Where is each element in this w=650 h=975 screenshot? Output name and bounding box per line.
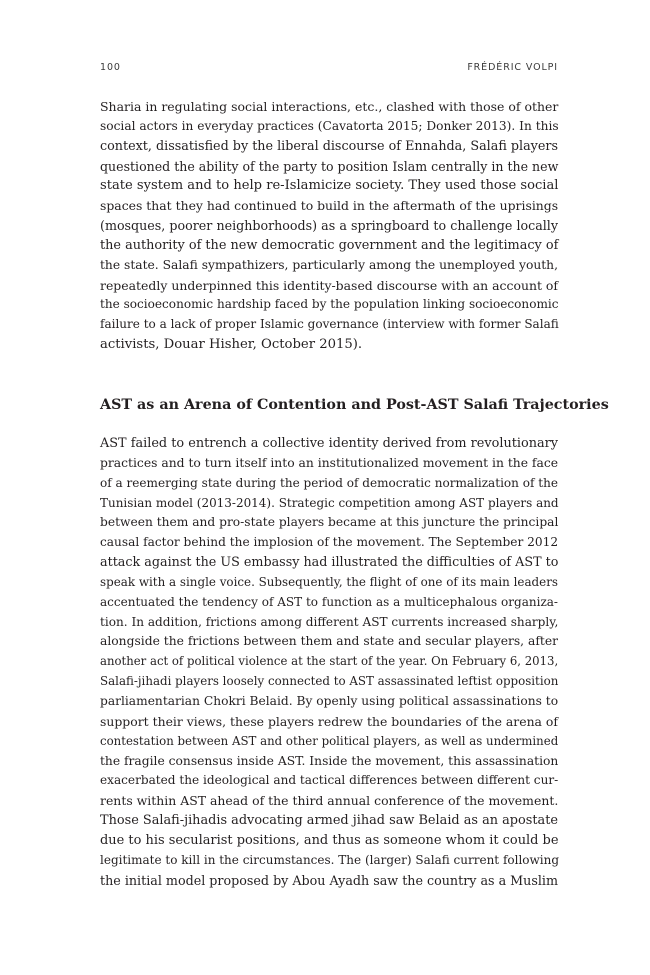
text-line: the fragile consensus inside AST. Inside the movement, this assassination	[100, 753, 559, 768]
text-line: the socioeconomic hardship faced by the population linking socioeconomic	[100, 297, 559, 312]
text-line: the initial model proposed by Abou Ayadh saw the country as a Muslim	[100, 872, 558, 888]
text-line: causal factor behind the implosion of the movement. The September 2012	[100, 535, 559, 550]
text-line: Those Salafi-jihadis advocating armed jihad saw Belaid as an apostate	[100, 813, 558, 829]
running-head	[100, 62, 558, 76]
text-line: social actors in everyday practices (Cavatorta 2015; Donker 2013). In this	[100, 118, 559, 133]
text-line: AST failed to entrench a collective identity derived from revolutionary	[100, 436, 558, 451]
text-line: (mosques, poorer neighborhoods) as a springboard to challenge locally	[100, 218, 558, 234]
paragraph-2-lines	[100, 434, 558, 890]
text-line: alongside the frictions between them and state and secular players, after	[100, 634, 558, 649]
page-number: 100	[100, 62, 121, 73]
text-line: spaces that they had continued to build in the aftermath of the uprisings	[100, 198, 559, 214]
text-line: tion. In addition, frictions among different AST currents increased sharply,	[100, 614, 559, 629]
section-heading: AST as an Arena of Contention and Post-AST Salafi Trajectories	[100, 397, 609, 413]
text-line: practices and to turn itself into an institutionalized movement in the face	[100, 455, 559, 470]
text-line: due to his secularist positions, and thus as someone whom it could be	[100, 832, 559, 848]
text-line: the state. Salafi sympathizers, particularly among the unemployed youth,	[100, 257, 558, 272]
text-line: Salafi-jihadi players loosely connected to AST assassinated leftist opposition	[100, 674, 559, 689]
text-line: of a reemerging state during the period of democratic normalization of the	[100, 475, 558, 490]
text-line: questioned the ability of the party to position Islam centrally in the new	[100, 158, 559, 174]
text-line: Tunisian model (2013-2014). Strategic competition among AST players and	[100, 495, 559, 510]
text-line: attack against the US embassy had illustrated the difficulties of AST to	[100, 555, 559, 571]
text-line: between them and pro-state players became at this juncture the principal	[100, 515, 559, 530]
text-line: speak with a single voice. Subsequently, the flight of one of its main leaders	[100, 574, 558, 589]
text-line: parliamentarian Chokri Belaid. By openly using political assassinations to	[100, 693, 559, 708]
text-line: exacerbated the ideological and tactical differences between different cur-	[100, 773, 559, 788]
text-line: activists, Douar Hisher, October 2015).	[100, 337, 363, 353]
text-line: accentuated the tendency of AST to function as a multicephalous organiza-	[100, 594, 558, 609]
text-line: failure to a lack of proper Islamic governance (interview with former Salafi	[100, 317, 559, 332]
text-line: state system and to help re-Islamicize society. They used those social	[100, 178, 559, 194]
text-line: support their views, these players redrew the boundaries of the arena of	[100, 713, 558, 729]
text-line: context, dissatisfied by the liberal discourse of Ennahda, Salafi players	[100, 138, 558, 154]
paragraph-1-lines	[100, 97, 558, 355]
paragraph-2	[100, 434, 558, 890]
text-line: Sharia in regulating social interactions, etc., clashed with those of other	[100, 99, 559, 114]
text-line: another act of political violence at the start of the year. On February 6, 2013,	[100, 654, 559, 669]
text-line: repeatedly underpinned this identity-based discourse with an account of	[100, 277, 559, 293]
text-line: rents within AST ahead of the third annual conference of the movement.	[100, 793, 559, 809]
text-line: legitimate to kill in the circumstances. The (larger) Salafi current following	[100, 852, 560, 867]
paragraph-1	[100, 97, 558, 355]
text-line: the authority of the new democratic government and the legitimacy of	[100, 237, 559, 253]
text-line: contestation between AST and other political players, as well as undermined	[100, 733, 559, 748]
running-head-author: FRÉDÉRIC VOLPI	[467, 62, 558, 73]
